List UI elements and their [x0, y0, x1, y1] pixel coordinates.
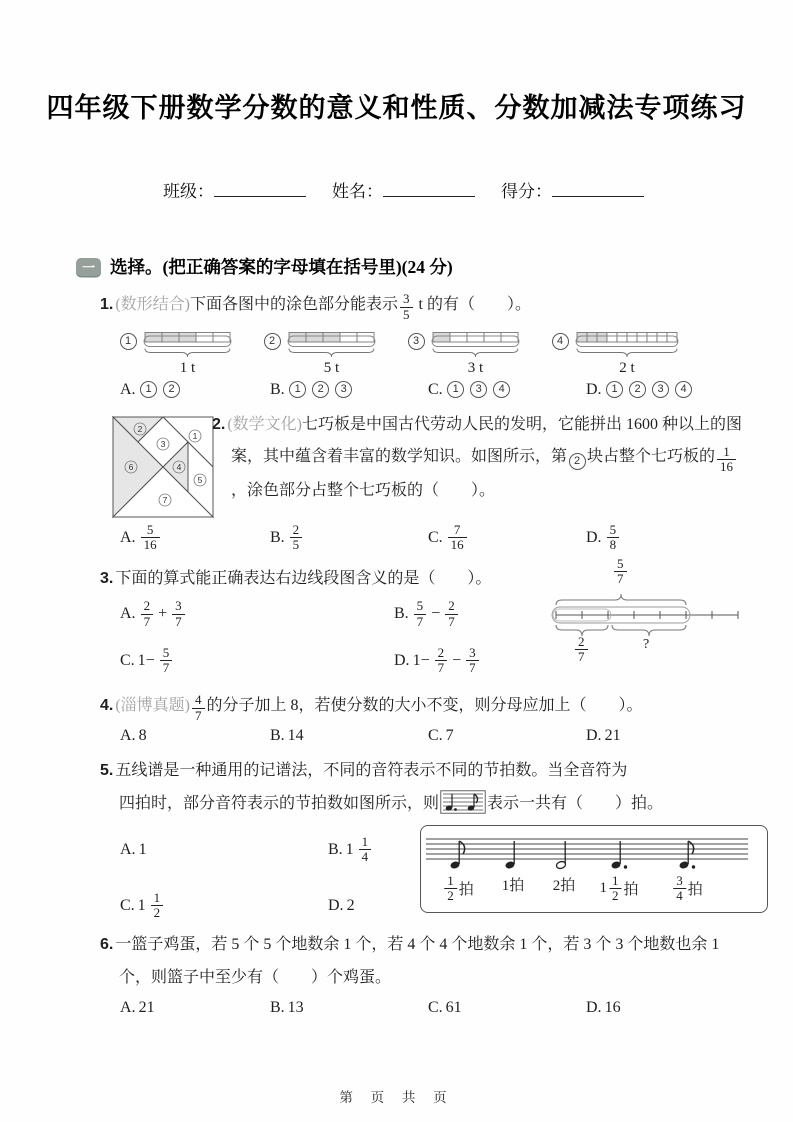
- answer-option: [120, 523, 270, 553]
- option-letter: C.: [428, 528, 443, 546]
- question-text: 表示一共有（ ）拍。: [487, 794, 664, 812]
- option-letter: B.: [394, 605, 409, 623]
- circled-number: 1: [289, 381, 306, 398]
- circled-number: 2: [569, 453, 586, 470]
- fraction-numerator: 2: [575, 635, 588, 651]
- fraction-numerator: 1: [359, 835, 372, 851]
- fraction: [151, 891, 164, 921]
- name-blank: [383, 181, 475, 197]
- text: 1−: [137, 651, 155, 669]
- fraction-denominator: 7: [175, 613, 182, 629]
- fraction: [359, 835, 372, 865]
- text: 1−: [412, 651, 430, 669]
- question-tag: (淄博真题): [115, 696, 191, 714]
- name-label: 姓名：: [332, 182, 383, 201]
- text: 拍: [687, 882, 703, 899]
- bar-capacity-label: 1 t: [179, 359, 196, 376]
- fraction-numerator: 2: [445, 599, 458, 615]
- fraction-numerator: 5: [160, 646, 173, 662]
- bar-with-label: [287, 331, 376, 377]
- fraction: [414, 599, 427, 629]
- question-number: 3.: [100, 569, 114, 587]
- fraction-denominator: 5: [292, 537, 300, 553]
- bar-with-label: [575, 331, 679, 377]
- question-number: 6.: [100, 935, 114, 953]
- text: 1: [345, 840, 354, 858]
- fraction-denominator: 7: [437, 660, 445, 676]
- fraction-numerator: 3: [172, 599, 185, 615]
- fraction-denominator: 2: [153, 905, 161, 921]
- answer-option: [120, 727, 270, 745]
- fraction-denominator: 7: [617, 571, 624, 587]
- fraction-numerator: 1: [151, 891, 164, 907]
- fraction-denominator: 4: [676, 888, 683, 904]
- option-letter: D.: [586, 727, 602, 745]
- tangram-figure: [111, 415, 215, 519]
- answer-option: [328, 835, 404, 865]
- fraction-numerator: 3: [466, 646, 479, 662]
- fraction: [575, 635, 588, 665]
- note-beat-label: [502, 874, 525, 895]
- fraction: [466, 646, 479, 676]
- question-2: [100, 409, 748, 553]
- option-letter: C.: [428, 998, 443, 1016]
- option-letter: B.: [270, 998, 285, 1016]
- option-letter: B.: [270, 528, 285, 546]
- question-text: 四拍时，部分音符表示的节拍数如图所示，则: [119, 794, 440, 812]
- tangram-svg: [111, 415, 215, 519]
- answer-option: [586, 727, 748, 745]
- bar-capacity-label: 5 t: [323, 359, 340, 376]
- fraction: [160, 646, 173, 676]
- text: 21: [604, 727, 621, 745]
- question-4: [100, 690, 748, 746]
- bar-diagram: [262, 331, 376, 377]
- question-text: 一篮子鸡蛋，若 5 个 5 个地数余 1 个，若 4 个 4 个地数余 1 个，若 3 个 3 个地数也余 1 个，则篮子中至少有（ ）个鸡蛋。: [115, 935, 720, 986]
- option-letter: C.: [428, 727, 443, 745]
- option-letter: B.: [328, 840, 343, 858]
- answer-option: [428, 381, 586, 399]
- question-1: [100, 289, 748, 399]
- circled-number: 3: [335, 381, 352, 398]
- option-letter: C.: [120, 896, 135, 914]
- fraction: [290, 523, 303, 553]
- circled-number: 3: [408, 333, 425, 350]
- class-label: 班级：: [163, 182, 214, 201]
- fraction-denominator: 7: [162, 660, 170, 676]
- fraction: [141, 599, 154, 629]
- fraction-numerator: 1: [609, 874, 622, 890]
- svg-text:7: 7: [162, 494, 168, 505]
- fraction: [435, 646, 448, 676]
- option-letter: C.: [428, 380, 443, 398]
- fraction-denominator: 2: [611, 888, 619, 904]
- answer-option: [586, 381, 748, 399]
- answer-option: [120, 646, 394, 676]
- fraction-numerator: 5: [141, 523, 160, 539]
- fraction: $\frac{4}{7}$: [192, 693, 205, 723]
- fraction-numerator: 1: [444, 874, 457, 890]
- option-letter: D.: [328, 896, 344, 914]
- fraction: $\frac{1}{16}$: [717, 445, 736, 475]
- bar-diagram: [406, 331, 520, 377]
- text: 8: [138, 727, 147, 745]
- question-text: 下面的算式能正确表达右边线段图含义的是（ ）。: [115, 569, 492, 587]
- bar-diagram: [550, 331, 679, 377]
- question-text: 的分子加上 8，若使分数的大小不变，则分母应加上（ ）。: [206, 696, 643, 714]
- fraction-numerator: 2: [290, 523, 303, 539]
- fraction: [444, 874, 457, 904]
- text: 2拍: [552, 877, 576, 894]
- option-letter: A.: [120, 605, 136, 623]
- answer-option: [428, 999, 586, 1017]
- fraction-numerator: 5: [614, 557, 627, 573]
- question-number: 5.: [100, 762, 114, 780]
- circled-number: 1: [120, 333, 137, 350]
- q1-bar-diagrams: [118, 331, 748, 377]
- circled-number: 2: [264, 333, 281, 350]
- staff-note-labels: [426, 874, 762, 908]
- text: 16: [604, 998, 621, 1016]
- text: 13: [287, 998, 304, 1016]
- svg-text:3: 3: [160, 438, 166, 449]
- note-beat-label: [442, 874, 474, 904]
- answer-option: [428, 727, 586, 745]
- question-1-text: [100, 289, 748, 323]
- page-title: 四年级下册数学分数的意义和性质、分数加减法专项练习: [46, 93, 747, 123]
- score-label: 得分：: [501, 182, 552, 201]
- fraction-numerator: 5: [607, 523, 620, 539]
- question-text: ，涂色部分占整个七巧板的（ ）。: [231, 481, 496, 499]
- circled-number: 4: [493, 381, 510, 398]
- option-letter: A.: [120, 727, 136, 745]
- text: 1拍: [501, 877, 525, 894]
- option-letter: B.: [270, 380, 285, 398]
- answer-option: [120, 891, 328, 921]
- option-letter: D.: [586, 528, 602, 546]
- circled-number: 4: [552, 333, 569, 350]
- text: −: [452, 651, 462, 669]
- question-text: 块占整个七巧板的: [587, 448, 716, 466]
- bottom-left-brace-label: [573, 635, 590, 665]
- circled-number: 2: [629, 381, 646, 398]
- answer-option: [586, 523, 748, 553]
- circled-number: 4: [675, 381, 692, 398]
- option-letter: A.: [120, 528, 136, 546]
- segmented-bar: [287, 331, 376, 360]
- page-footer: 第 页 共 页: [339, 1090, 454, 1105]
- question-text: t 的有（ ）。: [414, 296, 531, 313]
- answer-option: [328, 891, 404, 921]
- question-number: 2.: [212, 415, 226, 433]
- q1-options: [120, 381, 748, 399]
- bar-with-label: [431, 331, 520, 377]
- text: 拍: [458, 882, 474, 899]
- text: 2: [346, 896, 355, 914]
- text: 拍: [623, 882, 639, 899]
- fraction: [609, 874, 622, 904]
- top-brace-label: [612, 557, 629, 587]
- bar-diagram: [118, 331, 232, 377]
- option-letter: A.: [120, 998, 136, 1016]
- question-6-text: [100, 929, 748, 995]
- question-tag: (数形结合): [115, 296, 191, 313]
- section-heading: 选择。(把正确答案的字母填在括号里)(24 分): [110, 257, 453, 277]
- text: 21: [138, 998, 155, 1016]
- svg-text:2: 2: [137, 423, 143, 434]
- circled-number: 1: [606, 381, 623, 398]
- q2-options: [120, 523, 748, 553]
- music-notes-inline-icon: [440, 790, 486, 814]
- answer-option: [270, 381, 428, 399]
- question-number: 4.: [100, 696, 114, 714]
- staff-lines-and-notes: [426, 834, 748, 874]
- text: 14: [287, 727, 304, 745]
- question-number: 1.: [100, 296, 114, 313]
- text: +: [158, 605, 168, 623]
- question-mark-label: ?: [643, 636, 650, 652]
- answer-option: [120, 999, 270, 1017]
- answer-option: [270, 523, 428, 553]
- student-info-line: [163, 177, 793, 202]
- svg-text:4: 4: [176, 461, 182, 472]
- text: 1: [599, 880, 607, 897]
- fraction-denominator: 4: [361, 849, 369, 865]
- answer-option: [270, 727, 428, 745]
- question-4-text: [100, 690, 748, 724]
- fraction-numerator: 2: [435, 646, 448, 662]
- circled-number: 2: [163, 381, 180, 398]
- option-letter: A.: [120, 840, 136, 858]
- fraction: [607, 523, 620, 553]
- text: 1: [138, 840, 147, 858]
- fraction-denominator: 2: [447, 888, 454, 904]
- question-text: 五线谱是一种通用的记谱法，不同的音符表示不同的节拍数。当全音符为: [115, 762, 628, 780]
- fraction: [172, 599, 185, 629]
- fraction: [448, 523, 467, 553]
- svg-text:1: 1: [192, 430, 198, 441]
- fraction-denominator: 7: [578, 649, 585, 665]
- fraction: [141, 523, 160, 553]
- segmented-bar: [431, 331, 520, 360]
- bar-with-label: [143, 331, 232, 377]
- circled-number: 2: [312, 381, 329, 398]
- fraction-numerator: 5: [414, 599, 427, 615]
- fraction-numerator: 7: [448, 523, 467, 539]
- answer-option: [120, 599, 394, 629]
- fraction-denominator: 7: [143, 613, 151, 629]
- option-letter: D.: [586, 380, 602, 398]
- question-2-text: [100, 409, 748, 508]
- section-header: [76, 254, 793, 279]
- text: 7: [445, 727, 454, 745]
- text: −: [431, 605, 441, 623]
- fraction-denominator: 16: [450, 537, 464, 553]
- circled-number: 1: [447, 381, 464, 398]
- q6-options: [120, 999, 748, 1017]
- music-staff-figure: [420, 825, 768, 913]
- score-blank: [552, 181, 644, 197]
- fraction-denominator: 16: [143, 537, 157, 553]
- fraction: $\frac{3}{5}$: [400, 292, 413, 322]
- fraction-denominator: 7: [416, 613, 424, 629]
- option-letter: A.: [120, 380, 136, 398]
- text: 61: [445, 998, 462, 1016]
- fraction-denominator: 8: [609, 537, 617, 553]
- bar-capacity-label: 2 t: [619, 359, 635, 376]
- segmented-bar: [143, 331, 232, 360]
- fraction: [673, 874, 686, 904]
- question-text: 七巧板是中国古代劳动人民的发明，它能拼出 1600 种以上的图案，其中蕴含着丰富的数学知识。如图所示，第: [231, 415, 743, 466]
- answer-option: [120, 835, 328, 865]
- question-text: 下面各图中的涂色部分能表示: [190, 296, 399, 313]
- fraction-denominator: 7: [448, 613, 455, 629]
- circled-number: 1: [140, 381, 157, 398]
- option-letter: D.: [394, 651, 410, 669]
- bar-capacity-label: 3 t: [467, 359, 484, 376]
- option-letter: D.: [586, 998, 602, 1016]
- fraction-numerator: 2: [141, 599, 154, 615]
- section-number-icon: 一: [76, 258, 101, 276]
- option-letter: C.: [120, 651, 135, 669]
- fraction-numerator: 3: [673, 874, 686, 890]
- question-5: [100, 755, 748, 921]
- note-beat-label: [671, 874, 703, 904]
- segmented-bar: [575, 331, 679, 360]
- q5-lower-area: [120, 825, 748, 921]
- class-blank: [214, 181, 306, 197]
- q4-options: [120, 727, 748, 745]
- svg-text:6: 6: [128, 461, 134, 472]
- option-letter: B.: [270, 727, 285, 745]
- circled-number: 3: [470, 381, 487, 398]
- answer-option: [120, 381, 270, 399]
- question-5-text: [100, 755, 748, 821]
- answer-option: [270, 999, 428, 1017]
- note-beat-label: [553, 874, 576, 895]
- answer-option: [586, 999, 748, 1017]
- note-beat-label: [599, 874, 638, 904]
- circled-number: 3: [652, 381, 669, 398]
- fraction-denominator: 7: [469, 660, 476, 676]
- q3-segment-diagram: [548, 557, 776, 669]
- question-tag: (数学文化): [227, 415, 303, 433]
- text: 1: [137, 896, 146, 914]
- question-6: [100, 929, 748, 1017]
- fraction: [614, 557, 627, 587]
- svg-text:5: 5: [197, 474, 203, 485]
- answer-option: [428, 523, 586, 553]
- q5-options: [120, 835, 404, 921]
- question-3: [100, 555, 748, 676]
- fraction: [445, 599, 458, 629]
